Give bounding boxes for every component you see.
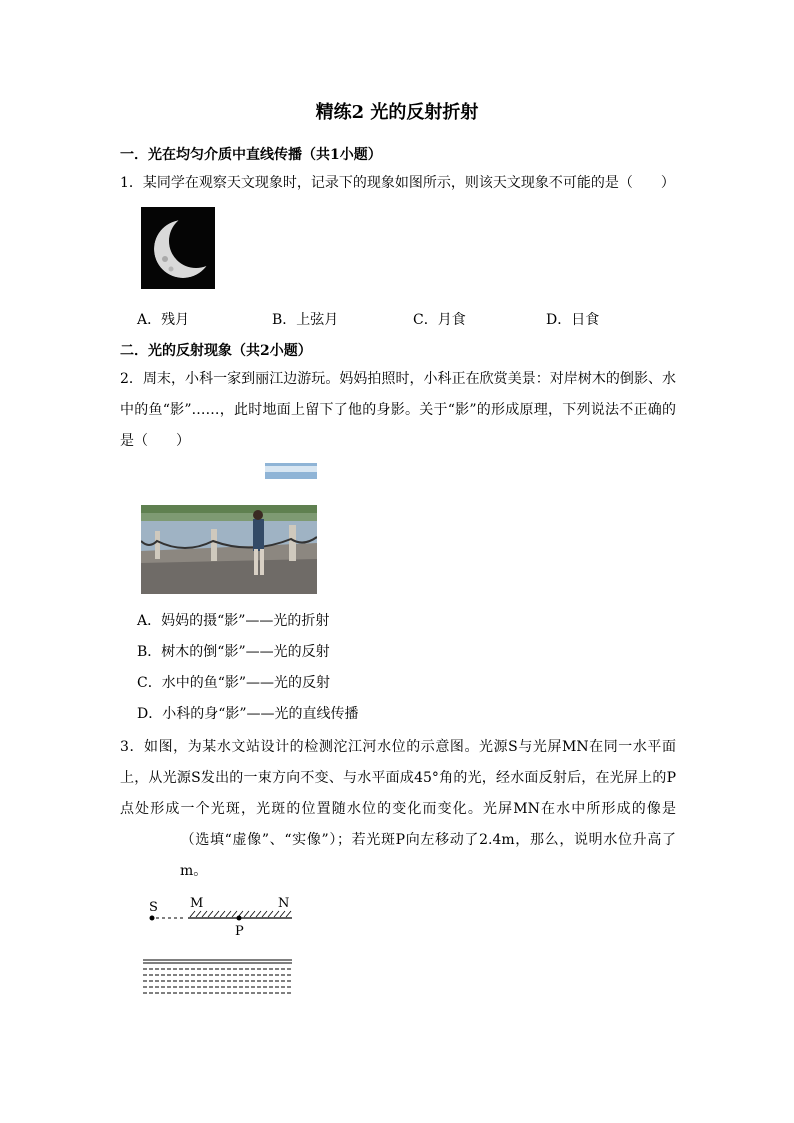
section-heading-1: 一．光在均匀介质中直线传播（共1小题） [120, 147, 382, 163]
q1-option-d: D．日食 [546, 312, 600, 328]
label-m: M [190, 896, 204, 911]
q2-option-b: B．树木的倒“影”——光的反射 [137, 644, 330, 660]
section-heading-2: 二．光的反射现象（共2小题） [120, 343, 312, 359]
question-2-text: 2．周末，小科一家到丽江边游玩。妈妈拍照时，小科正在欣赏美景：对岸树木的倒影、水中的鱼“影”……，此时地面上留下了他的身影。关于“影”的形成原理，下列说法不正确的是（ ） [120, 371, 676, 449]
crescent-moon-image [141, 207, 215, 289]
q2-option-a: A．妈妈的摄“影”——光的折射 [137, 613, 330, 629]
water-level-diagram [140, 892, 300, 1002]
q1-option-a: A．残月 [137, 312, 190, 328]
q1-option-b: B．上弦月 [272, 312, 339, 328]
question-3-text-part-c: m。 [180, 863, 208, 879]
question-3-text [120, 732, 676, 887]
q1-option-c: C．月食 [413, 312, 466, 328]
question-3-text-part-b: （选填“虚像”、“实像”）；若光斑P向左移动了2.4m，那么，说明水位升高了 [180, 832, 676, 848]
light-spot-point [237, 916, 242, 921]
label-p: P [235, 924, 244, 939]
label-n: N [278, 896, 290, 911]
page-title: 精练2 光的反射折射 [315, 102, 479, 123]
light-source-point [150, 916, 155, 921]
question-1-text: 1．某同学在观察天文现象时，记录下的现象如图所示，则该天文现象不可能的是（ ） [120, 175, 675, 191]
label-s: S [149, 900, 158, 915]
question-3-text-part-a: 3．如图，为某水文站设计的检测沱江河水位的示意图。光源S与光屏MN在同一水平面上，从光源S发出的一束方向不变、与水平面成45°角的光，经水面反射后，在光屏上的P点处形成一个光斑，光斑的位置随水位的变化而变化。光屏MN在水中所形成的像是 [120, 739, 676, 817]
q2-option-c: C．水中的鱼“影”——光的反射 [137, 675, 331, 691]
q2-option-d: D．小科的身“影”——光的直线传播 [137, 706, 359, 722]
riverside-photo [141, 463, 317, 594]
water-surface [143, 960, 292, 993]
